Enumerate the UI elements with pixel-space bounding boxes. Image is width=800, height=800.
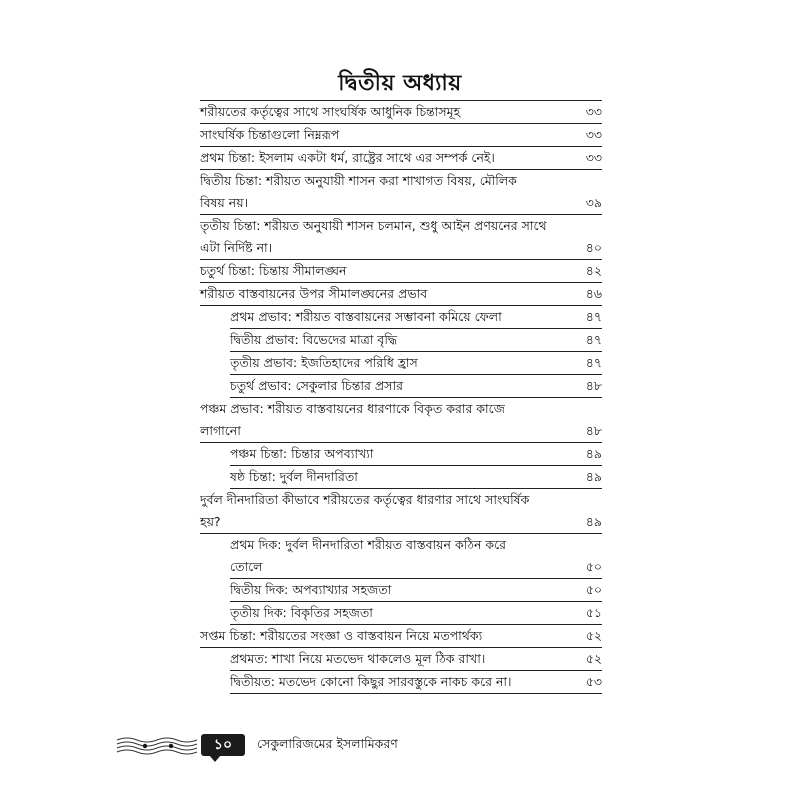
toc-entry-text: তৃতীয় চিন্তা: শরীয়ত অনুযায়ী শাসন চলমান, শুধু আইন প্রণয়নের সাথে — [200, 218, 547, 233]
toc-entry — [200, 625, 602, 648]
toc-subentry — [230, 648, 602, 671]
toc-subentry — [230, 579, 602, 602]
toc-entry-text: তৃতীয় দিক: বিকৃতির সহজতা ৫১ — [230, 602, 602, 624]
toc-entry-text: দ্বিতীয় চিন্তা: শরীয়ত অনুযায়ী শাসন করা শাখাগত বিষয়, মৌলিক — [200, 173, 517, 188]
toc-entry-text: হয়? ৪৯ — [200, 511, 602, 533]
toc-page-number: ৪৬ — [585, 286, 602, 301]
toc-page-number: ৪৭ — [585, 332, 602, 347]
toc-page-number: ৪৯ — [585, 446, 602, 461]
toc-subentry — [230, 443, 602, 466]
toc-subentry — [230, 466, 602, 489]
wave-ornament-icon — [115, 734, 199, 758]
toc-entry-text: দুর্বল দীনদারিতা কীভাবে শরীয়তের কর্তৃত্বের ধারণার সাথে সাংঘর্ষিক — [200, 492, 530, 507]
toc-entry — [200, 283, 602, 306]
toc-page-number: ৪৮ — [585, 423, 602, 438]
toc-page-number: ৪৭ — [585, 355, 602, 370]
toc-entry-text: প্রথমত: শাখা নিয়ে মতভেদ থাকলেও মূল ঠিক রাখা। ৫২ — [230, 648, 602, 670]
toc-entry-text: সপ্তম চিন্তা: শরীয়তের সংজ্ঞা ও বাস্তবায়ন নিয়ে মতপার্থক্য ৫২ — [200, 625, 602, 647]
toc-subentry — [230, 329, 602, 352]
toc-entry — [200, 124, 602, 147]
toc-page-number: ৫৩ — [585, 674, 602, 689]
toc-page-number: ৩৩ — [585, 150, 602, 165]
toc-entry-text: লাগানো ৪৮ — [200, 420, 602, 442]
page-footer — [115, 730, 515, 762]
toc-page-number: ৩৯ — [585, 195, 602, 210]
table-of-contents — [200, 100, 602, 694]
toc-entry — [200, 489, 602, 534]
toc-entry-text: দ্বিতীয়ত: মতভেদ কোনো কিছুর সারবস্তুকে নাকচ করে না। ৫৩ — [230, 671, 602, 693]
toc-entry — [200, 100, 602, 124]
toc-entry-text: বিষয় নয়। ৩৯ — [200, 192, 602, 214]
toc-entry — [200, 147, 602, 170]
toc-entry-text: ষষ্ঠ চিন্তা: দুর্বল দীনদারিতা ৪৯ — [230, 466, 602, 488]
toc-subentry — [230, 306, 602, 329]
toc-page-number: ৩৩ — [585, 104, 602, 119]
toc-page-number: ৫০ — [585, 582, 602, 597]
book-title: সেকুলারিজমের ইসলামিকরণ — [257, 736, 398, 751]
toc-entry-text: প্রথম দিক: দুর্বল দীনদারিতা শরীয়ত বাস্তবায়ন কঠিন করে — [230, 537, 507, 552]
toc-page-number: ৪৭ — [585, 309, 602, 324]
toc-entry-text: প্রথম চিন্তা: ইসলাম একটা ধর্ম, রাষ্ট্রের সাথে এর সম্পর্ক নেই। ৩৩ — [200, 147, 602, 169]
toc-entry-text: পঞ্চম প্রভাব: শরীয়ত বাস্তবায়নের ধারণাকে বিকৃত করার কাজে — [200, 401, 505, 416]
toc-page-number: ৫১ — [585, 605, 602, 620]
page-number: ১০ — [201, 734, 245, 756]
toc-page-number: ৫২ — [585, 628, 602, 643]
toc-subentry — [230, 534, 602, 579]
page-number-tail — [209, 755, 221, 762]
toc-page-number: ৪০ — [585, 240, 602, 255]
toc-page-number: ৫০ — [585, 559, 602, 574]
toc-subentry — [230, 352, 602, 375]
toc-page-number: ৩৩ — [585, 127, 602, 142]
toc-entry-text: চতুর্থ প্রভাব: সেকুলার চিন্তার প্রসার ৪৮ — [230, 375, 602, 397]
toc-entry-text: শরীয়তের কর্তৃত্বের সাথে সাংঘর্ষিক আধুনিক চিন্তাসমূহ ৩৩ — [200, 101, 602, 123]
toc-subentry — [230, 671, 602, 694]
toc-page-number: ৪৯ — [585, 514, 602, 529]
toc-entry — [200, 215, 602, 260]
toc-subentry — [230, 602, 602, 625]
toc-entry-text: দ্বিতীয় প্রভাব: বিভেদের মাত্রা বৃদ্ধি ৪৭ — [230, 329, 602, 351]
toc-page-number: ৪৯ — [585, 469, 602, 484]
toc-page-number: ৪২ — [585, 263, 602, 278]
toc-entry — [200, 170, 602, 215]
toc-entry-text: সাংঘর্ষিক চিন্তাগুলো নিম্নরূপ ৩৩ — [200, 124, 602, 146]
toc-page-number: ৫২ — [585, 651, 602, 666]
toc-entry-text: তৃতীয় প্রভাব: ইজতিহাদের পরিধি হ্রাস ৪৭ — [230, 352, 602, 374]
chapter-title: দ্বিতীয় অধ্যায় — [338, 71, 462, 96]
toc-entry — [200, 398, 602, 443]
toc-entry-text: দ্বিতীয় দিক: অপব্যাখ্যার সহজতা ৫০ — [230, 579, 602, 601]
toc-entry-text: শরীয়ত বাস্তবায়নের উপর সীমালঙ্ঘনের প্রভাব ৪৬ — [200, 283, 602, 305]
toc-entry — [200, 260, 602, 283]
toc-subentry — [230, 375, 602, 398]
toc-entry-text: চতুর্থ চিন্তা: চিন্তায় সীমালঙ্ঘন ৪২ — [200, 260, 602, 282]
toc-entry-text: তোলে ৫০ — [230, 556, 602, 578]
toc-page-number: ৪৮ — [585, 378, 602, 393]
toc-entry-text: পঞ্চম চিন্তা: চিন্তার অপব্যাখ্যা ৪৯ — [230, 443, 602, 465]
toc-entry-text: প্রথম প্রভাব: শরীয়ত বাস্তবায়নের সম্ভাবনা কমিয়ে ফেলা ৪৭ — [230, 306, 602, 328]
toc-entry-text: এটা নির্দিষ্ট না। ৪০ — [200, 237, 602, 259]
